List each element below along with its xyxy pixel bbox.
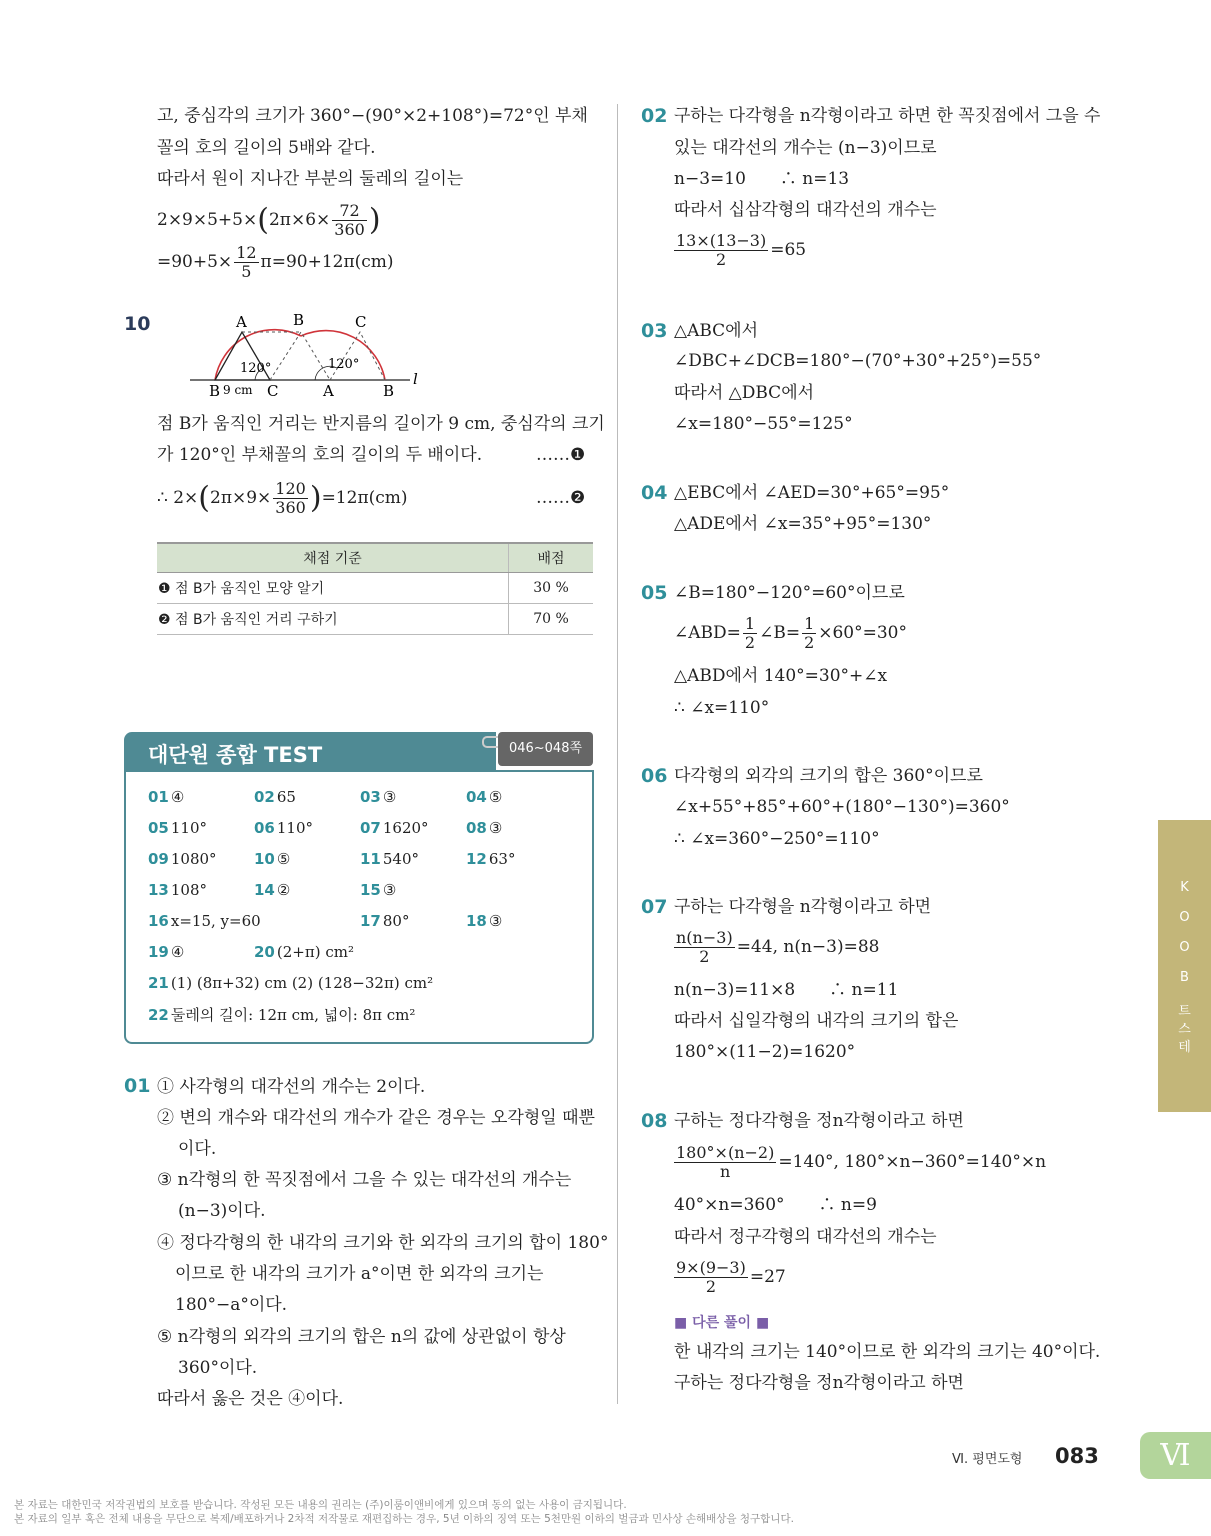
q03-line: △ABC에서 [674,321,759,341]
eq-text: =90+5× [157,252,233,272]
eq-text: ∠ABD= [674,623,741,643]
q09-equation-1: 2×9×5+5×(2π×6× $\frac{72}{360}$ ) [157,201,381,239]
q08-line: 40°×n=360° ∴ n=9 [674,1195,877,1215]
answer-item: 21 (1) (8π+32) cm (2) (128−32π) cm² [148,974,434,992]
answer-item: 09 1080° [148,850,217,868]
q01-line: ③ n각형의 한 꼭짓점에서 그을 수 있는 대각선의 개수는 [157,1170,572,1190]
q01-line: (n−3)이다. [178,1201,266,1221]
marker-2: ……❷ [536,488,586,508]
table-cell: ❷ 점 B가 움직인 거리 구하기 [157,604,509,635]
question-number-07: 07 [641,896,668,918]
label-B-left: B [209,382,221,400]
label-C-top: C [355,313,367,331]
marker-1: ……❶ [536,445,586,465]
q03-line: ∠DBC+∠DCB=180°−(70°+30°+25°)=55° [674,351,1042,371]
q08-alt-line: 한 내각의 크기는 140°이므로 한 외각의 크기는 40°이다. [674,1342,1101,1362]
q06-line: ∠x+55°+85°+60°+(180°−130°)=360° [674,797,1010,817]
fraction-denominator: 2 [716,250,727,269]
q07-line: 180°×(11−2)=1620° [674,1042,856,1062]
fraction-numerator: 1 [804,614,815,633]
eq-text: =27 [749,1267,786,1287]
label-B-right: B [383,382,395,400]
side-tab-char: 테 [1178,1040,1191,1055]
eq-text: ∴ 2× [157,488,199,508]
table-row [157,573,593,604]
fraction-numerator: 1 [744,614,756,633]
q07-line: 따라서 십일각형의 내각의 크기의 합은 [674,1011,959,1031]
answer-item: 02 65 [254,788,296,806]
fraction-denominator: n [720,1162,731,1181]
answer-item: 20 (2+π) cm² [254,943,354,961]
table-header-score: 배점 [509,543,594,573]
q01-line: ④ 정다각형의 한 내각의 크기와 한 외각의 크기의 합이 180° [157,1233,609,1253]
label-A-top: A [236,313,247,331]
label-9cm: 9 cm [223,383,253,397]
q04-line: △ADE에서 ∠x=35°+95°=130° [674,514,932,534]
question-number-05: 05 [641,582,668,604]
q02-line: 구하는 다각형을 n각형이라고 하면 한 꼭짓점에서 그을 수 [674,106,1101,126]
q01-line: ⑤ n각형의 외각의 크기의 합은 n의 값에 상관없이 항상 [157,1327,566,1347]
q08-equation [674,1144,1046,1181]
label-line-l: l [413,370,418,388]
q03-line: ∠x=180°−55°=125° [674,414,853,434]
fraction [674,232,768,269]
test-page-range: 046~048쪽 [498,732,593,766]
eq-text: ×60°=30° [818,623,908,643]
q10-text-1: 점 B가 움직인 거리는 반지름의 길이가 9 cm, 중심각의 크기 [157,414,605,434]
question-number-03: 03 [641,320,668,342]
answer-item: 10 ⑤ [254,850,291,868]
question-number-02: 02 [641,105,668,127]
q06-line: 다각형의 외각의 크기의 합은 360°이므로 [674,766,983,786]
q08-line: 따라서 정구각형의 대각선의 개수는 [674,1227,937,1247]
fraction-numerator: 12 [236,243,257,262]
q05-line: ∠B=180°−120°=60°이므로 [674,583,905,603]
eq-text: =44, n(n−3)=88 [736,937,880,957]
triangle-dashed-1 [270,332,330,380]
fraction-denominator: 360 [334,220,365,239]
fraction [674,1259,748,1296]
answer-item: 15 ③ [360,881,397,899]
eq-text: =65 [770,240,807,260]
question-number-08: 08 [641,1110,668,1132]
q07-line: n(n−3)=11×8 ∴ n=11 [674,980,899,1000]
q04-line: △EBC에서 ∠AED=30°+65°=95° [674,483,950,503]
chapter-label: Ⅵ. 평면도형 [952,1452,1023,1467]
q09-continuation-line-3: 따라서 원이 지나간 부분의 둘레의 길이는 [157,169,464,189]
alternative-solution-label: ■ 다른 풀이 ■ [674,1315,770,1331]
q05-line: △ABD에서 140°=30°+∠x [674,666,888,686]
scoring-table [157,542,593,635]
eq-text: 2×9×5+5× [157,210,258,230]
fraction [802,615,816,652]
q05-equation [674,615,907,652]
copyright-line-1: 본 자료는 대한민국 저작권법의 보호를 받습니다. 작성된 모든 내용의 권리는 (주)이룸이앤비에게 있으며 동의 없는 사용이 금지됩니다. [14,1499,627,1511]
answer-item: 17 80° [360,912,410,930]
q07-line: 구하는 다각형을 n각형이라고 하면 [674,897,932,917]
fraction-denominator: 5 [241,262,252,281]
side-tab-char: K [1180,880,1189,895]
side-tab-char: O [1179,910,1190,925]
answer-item: 19 ④ [148,943,185,961]
eq-text: ∠B= [759,623,801,643]
page-number: 083 [1055,1444,1099,1468]
eq-text: 2π×9× [210,488,272,508]
side-tab-test-book [1158,820,1211,1112]
q02-line: 있는 대각선의 개수는 (n−3)이므로 [674,138,937,158]
q06-line: ∴ ∠x=360°−250°=110° [674,829,880,849]
fraction-denominator: 2 [804,633,815,652]
table-cell: ❶ 점 B가 움직인 모양 알기 [157,573,509,604]
eq-text: =12π(cm) [321,488,408,508]
fraction-denominator: 2 [705,1277,717,1296]
test-header [124,732,496,772]
q03-line: 따라서 △DBC에서 [674,383,815,403]
table-row [157,604,593,635]
arc-2 [301,331,385,380]
fraction-numerator: 180°×(n−2) [676,1143,775,1162]
fraction-denominator: 2 [699,947,710,966]
angle-label-2: 120° [328,357,360,372]
q09-continuation-line-1: 고, 중심각의 크기가 360°−(90°×2+108°)=72°인 부채 [157,106,588,126]
table-cell: 30 % [509,573,594,604]
q01-line: 180°−a°이다. [175,1295,288,1315]
label-C-bottom: C [267,382,279,400]
test-title: 대단원 종합 TEST [148,743,323,767]
question-number-04: 04 [641,482,668,504]
answer-item: 04 ⑤ [466,788,503,806]
fraction-denominator: 360 [275,498,306,517]
q08-line: 구하는 정다각형을 정n각형이라고 하면 [674,1111,964,1131]
label-B-top: B [293,311,305,329]
q02-line: n−3=10 ∴ n=13 [674,169,850,189]
q08-alt-line: 구하는 정다각형을 정n각형이라고 하면 [674,1373,964,1393]
column-divider [617,104,618,1404]
angle-label-1: 120° [240,361,272,376]
fraction [674,1144,776,1181]
fraction [743,615,757,652]
side-tab-char: B [1180,970,1189,985]
side-tab-char: O [1179,940,1190,955]
question-number-10: 10 [124,313,151,335]
fraction-numerator: 13×(13−3) [676,231,767,250]
answer-item: 11 540° [360,850,420,868]
question-number-01: 01 [124,1075,151,1097]
q09-equation-2 [157,244,394,281]
answer-item: 05 110° [148,819,208,837]
table-header-criteria: 채점 기준 [157,543,509,573]
q10-equation: ∴ 2×(2π×9× $\frac{120}{360}$ )=12π(cm) [157,479,408,517]
q05-line: ∴ ∠x=110° [674,698,770,718]
side-tab-char: 스 [1178,1022,1191,1037]
answer-item: 14 ② [254,881,291,899]
answer-item: 16 x=15, y=60 [148,912,261,930]
fraction-numerator: n(n−3) [676,928,733,947]
fraction-numerator: 72 [332,202,367,221]
side-tab-char: 트 [1178,1004,1191,1019]
q02-line: 따라서 십삼각형의 대각선의 개수는 [674,200,937,220]
eq-text: =140°, 180°×n−360°=140°×n [778,1152,1047,1172]
q10-text-2: 가 120°인 부채꼴의 호의 길이의 두 배이다. [157,445,483,465]
q01-line: ② 변의 개수와 대각선의 개수가 같은 경우는 오각형일 때뿐 [157,1108,595,1128]
fraction [234,244,258,281]
fraction-numerator: 120 [275,479,306,498]
answer-item: 12 63° [466,850,516,868]
chapter-roman-badge: Ⅵ [1140,1432,1211,1479]
q09-continuation-line-2: 꼴의 호의 길이의 5배와 같다. [157,138,376,158]
q01-line: 따라서 옳은 것은 ④이다. [157,1389,344,1409]
q07-equation [674,929,879,966]
label-A-bottom: A [323,382,334,400]
answer-item: 08 ③ [466,819,503,837]
fraction-denominator: 2 [744,633,756,652]
q01-line: 이다. [178,1139,217,1159]
answer-item: 06 110° [254,819,314,837]
answer-item: 07 1620° [360,819,429,837]
q02-equation [674,232,806,269]
q01-line: ① 사각형의 대각선의 개수는 2이다. [157,1077,426,1097]
q01-line: 이므로 한 내각의 크기가 a°이면 한 외각의 크기는 [175,1264,544,1284]
table-cell: 70 % [509,604,594,635]
fraction [674,929,735,966]
copyright-line-2: 본 자료의 일부 혹은 전체 내용을 무단으로 복제/배포하거나 2차적 저작물로 재편집하는 경우, 5년 이하의 징역 또는 5천만원 이하의 벌금과 민사상 손해배상을 청구합니다. [14,1513,794,1525]
answer-item: 03 ③ [360,788,397,806]
question-number-06: 06 [641,765,668,787]
rolling-triangle-figure [185,310,435,405]
q08-equation-2 [674,1259,786,1296]
eq-text: π=90+12π(cm) [260,252,394,272]
answer-item: 13 108° [148,881,208,899]
test-answer-box [124,770,594,1044]
answer-item: 22 둘레의 길이: 12π cm, 넓이: 8π cm² [148,1006,416,1024]
fraction-numerator: 9×(9−3) [676,1258,746,1277]
q01-line: 360°이다. [178,1358,258,1378]
answer-item: 18 ③ [466,912,503,930]
answer-item: 01 ④ [148,788,185,806]
fraction [273,480,308,517]
fraction [332,202,367,239]
eq-text: 2π×6× [268,210,331,230]
